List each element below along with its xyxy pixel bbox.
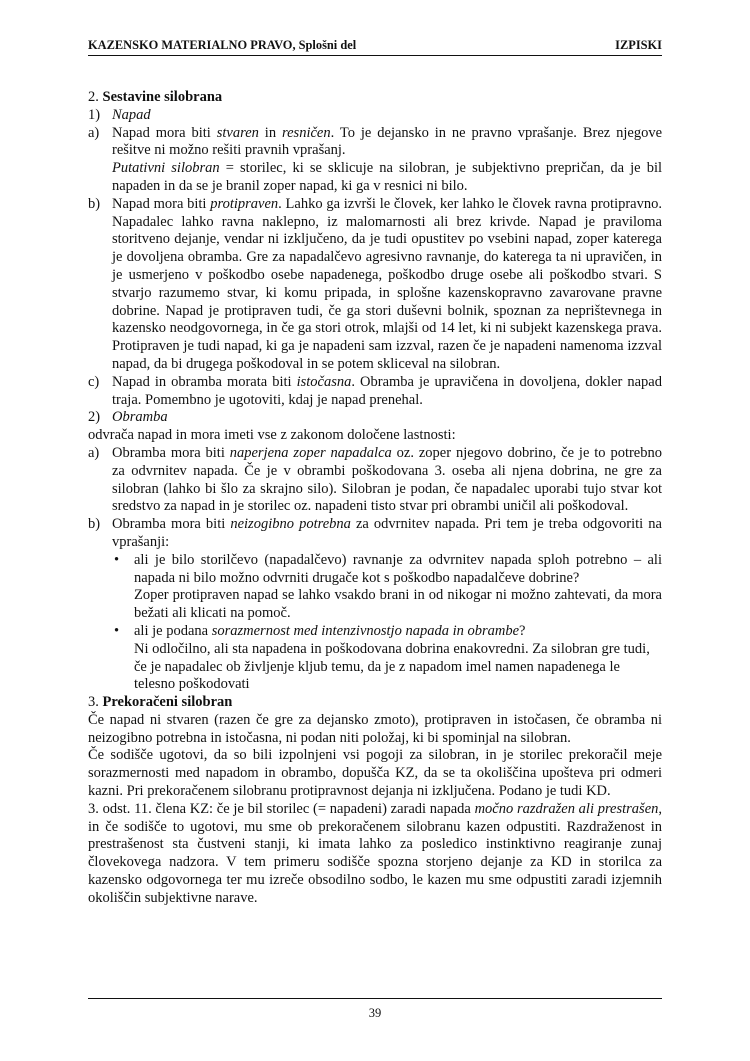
obramba-intro: odvrača napad in mora imeti vse z zakonom določene lastnosti: bbox=[88, 427, 456, 444]
subsection-obramba-heading bbox=[88, 409, 662, 427]
page-number: 39 bbox=[368, 1006, 382, 1020]
paragraph: Napad mora biti protipraven. Lahko ga izvrši le človek, ker lahko le človek ravna protipravno. Napadalec lahko ravna naklepno, iz malomarnosti ali brez krivde. Napad je praviloma storitveno dejanje, vendar ni izključeno, da je tudi opustitev po vsebini napad, zoper katerega je dovoljena obramba. Gre za napadalčevo agresivno ravnanje, do katerega ta ni upravičen, in je usmerjeno v poškodbo osebe napadenega, poškodbo druge osebe ali poškodbo stvari. S stvarjo razumemo stvar, ki komu pripada, in splošne kazenskopravno zavarovane pravne dobrine. Napad je protipraven tudi, če ga stori duševni bolnik, spoznan za neprištevnega in kazensko neodgovornega, in če ga stori otrok, mlajši od 14 let, ki ni subjekt kazenskega prava. Protipraven je tudi napad, ki ga je napadeni sam izzval, razen če je napadeni namenoma izzval napad, da bi drugega poškodoval in se potem skliceval na silobran. bbox=[112, 195, 662, 372]
paragraph: Če napad ni stvaren (razen če gre za dejansko zmoto), protipraven in istočasen, če obramba ni neizogibno potrebna in istočasna, ni podan niti položaj, ki bi spominjal na silobran. bbox=[88, 711, 662, 746]
paragraph-putativni-silobran: Putativni silobran = storilec, ki se sklicuje na silobran, je subjektivno prepričan, da je bil napaden in da se je branil zoper napad, ki ga v resnici ni bilo. bbox=[112, 160, 663, 194]
bullet-list bbox=[112, 552, 662, 694]
bullet-item bbox=[112, 552, 662, 623]
paragraph: 3. odst. 11. člena KZ: če je bil storilec (= napadeni) zaradi napada močno razdražen ali prestrašen, in če sodišče to ugotovi, mu sme ob prekoračenem silobranu kazen odpustiti. Razdraženost in prestrašenost sta čustveni stanji, ki imata lahko za posledico instinktivno reagiranje zunaj človekovega nadzora. V tem primeru sodišče spozna storjeno dejanje za KD in storilca za kazensko odgovornega ter mu izreče obsodilno sodbo, le kazen mu sme odpustiti zaradi izjemnih okoliščin subjektivne narave. bbox=[88, 800, 663, 906]
section-title: Sestavine silobrana bbox=[102, 89, 223, 105]
paragraph: Napad mora biti stvaren in resničen. To je dejansko in ne pravno vprašanje. Brez njegove rešitve ni možno rešiti pravnih vprašanj. bbox=[112, 124, 663, 159]
list-label: c) bbox=[88, 373, 100, 390]
subsection-title: Obramba bbox=[112, 409, 168, 426]
paragraph: Obramba mora biti naperjena zoper napadalca oz. zoper njegovo dobrino, če je to potrebno za odvrnitev napada. Če je v obrambi poškodovana 3. oseba ali njena dobrina, ne gre za silobran (lahko bi šlo za skrajno silo). Silobran je podan, če napadalec uporabi tujo stvar kot sredstvo za napad in je storilec oz. napadeni tisto stvar pri obrambi uničil ali poškodoval. bbox=[112, 444, 662, 515]
subsection-title: Napad bbox=[112, 106, 151, 123]
list-item-napad-c bbox=[88, 374, 662, 410]
bullet-note: Zoper protipraven napad se lahko vsakdo brani in od nikogar ni možno zahtevati, da mora bežati ali klicati na pomoč. bbox=[134, 587, 662, 622]
paragraph: Napad in obramba morata biti istočasna. Obramba je upravičena in dovoljena, dokler napad traja. Pomembno je ugotoviti, kdaj je napad prenehal. bbox=[112, 373, 662, 408]
section-number: 3. bbox=[88, 694, 103, 711]
section-2-heading bbox=[88, 89, 662, 107]
list-item-napad-a bbox=[88, 125, 662, 196]
list-item-napad-b bbox=[88, 196, 662, 374]
header-title: KAZENSKO MATERIALNO PRAVO, Splošni del bbox=[88, 38, 357, 52]
paragraph: Obramba mora biti neizogibno potrebna za odvrnitev napada. Pri tem je treba odgovoriti na vprašanji: bbox=[112, 516, 662, 550]
subsection-napad-heading bbox=[88, 107, 662, 125]
section-title: Prekoračeni silobran bbox=[102, 694, 233, 711]
list-label: a) bbox=[88, 444, 100, 461]
page-body bbox=[88, 89, 662, 908]
footer-divider bbox=[88, 998, 662, 999]
list-label: 1) bbox=[88, 106, 101, 123]
list-label: b) bbox=[88, 195, 101, 212]
list-label: a) bbox=[88, 124, 100, 141]
section-3-heading bbox=[88, 694, 662, 712]
list-item-obramba-a bbox=[88, 445, 662, 516]
list-item-obramba-b bbox=[88, 516, 662, 552]
bullet-item bbox=[112, 623, 662, 694]
bullet-icon: • bbox=[114, 622, 120, 639]
list-label: 2) bbox=[88, 409, 101, 426]
paragraph: Če sodišče ugotovi, da so bili izpolnjeni vsi pogoji za silobran, in je storilec prekoračil meje sorazmernosti med napadom in obrambo, dopušča KZ, da se ta okoliščina upošteva pri odmeri kazni. Pri prekoračenem silobranu protipravnost dejanja ni izključena. Podano je tudi KD. bbox=[88, 747, 662, 800]
running-header bbox=[88, 38, 662, 56]
bullet-question: ali je podana sorazmernost med intenzivnostjo napada in obrambe? bbox=[134, 622, 526, 639]
header-section-label: IZPISKI bbox=[615, 38, 662, 52]
list-label: b) bbox=[88, 516, 101, 533]
bullet-icon: • bbox=[114, 551, 120, 568]
bullet-question: ali je bilo storilčevo (napadalčevo) ravnanje za odvrnitev napada sploh potrebno – ali napada ni bilo možno odvrniti drugače kot s poškodbo napadalčeve dobrine? bbox=[134, 551, 662, 586]
bullet-note: Ni odločilno, ali sta napadena in poškodovana dobrina enakovredni. Za silobran gre tudi, če je napadalec ob življenje kljub temu, da je z napadom imel namen napadenega le telesno poškodovati bbox=[134, 640, 650, 693]
section-number: 2. bbox=[88, 89, 103, 105]
